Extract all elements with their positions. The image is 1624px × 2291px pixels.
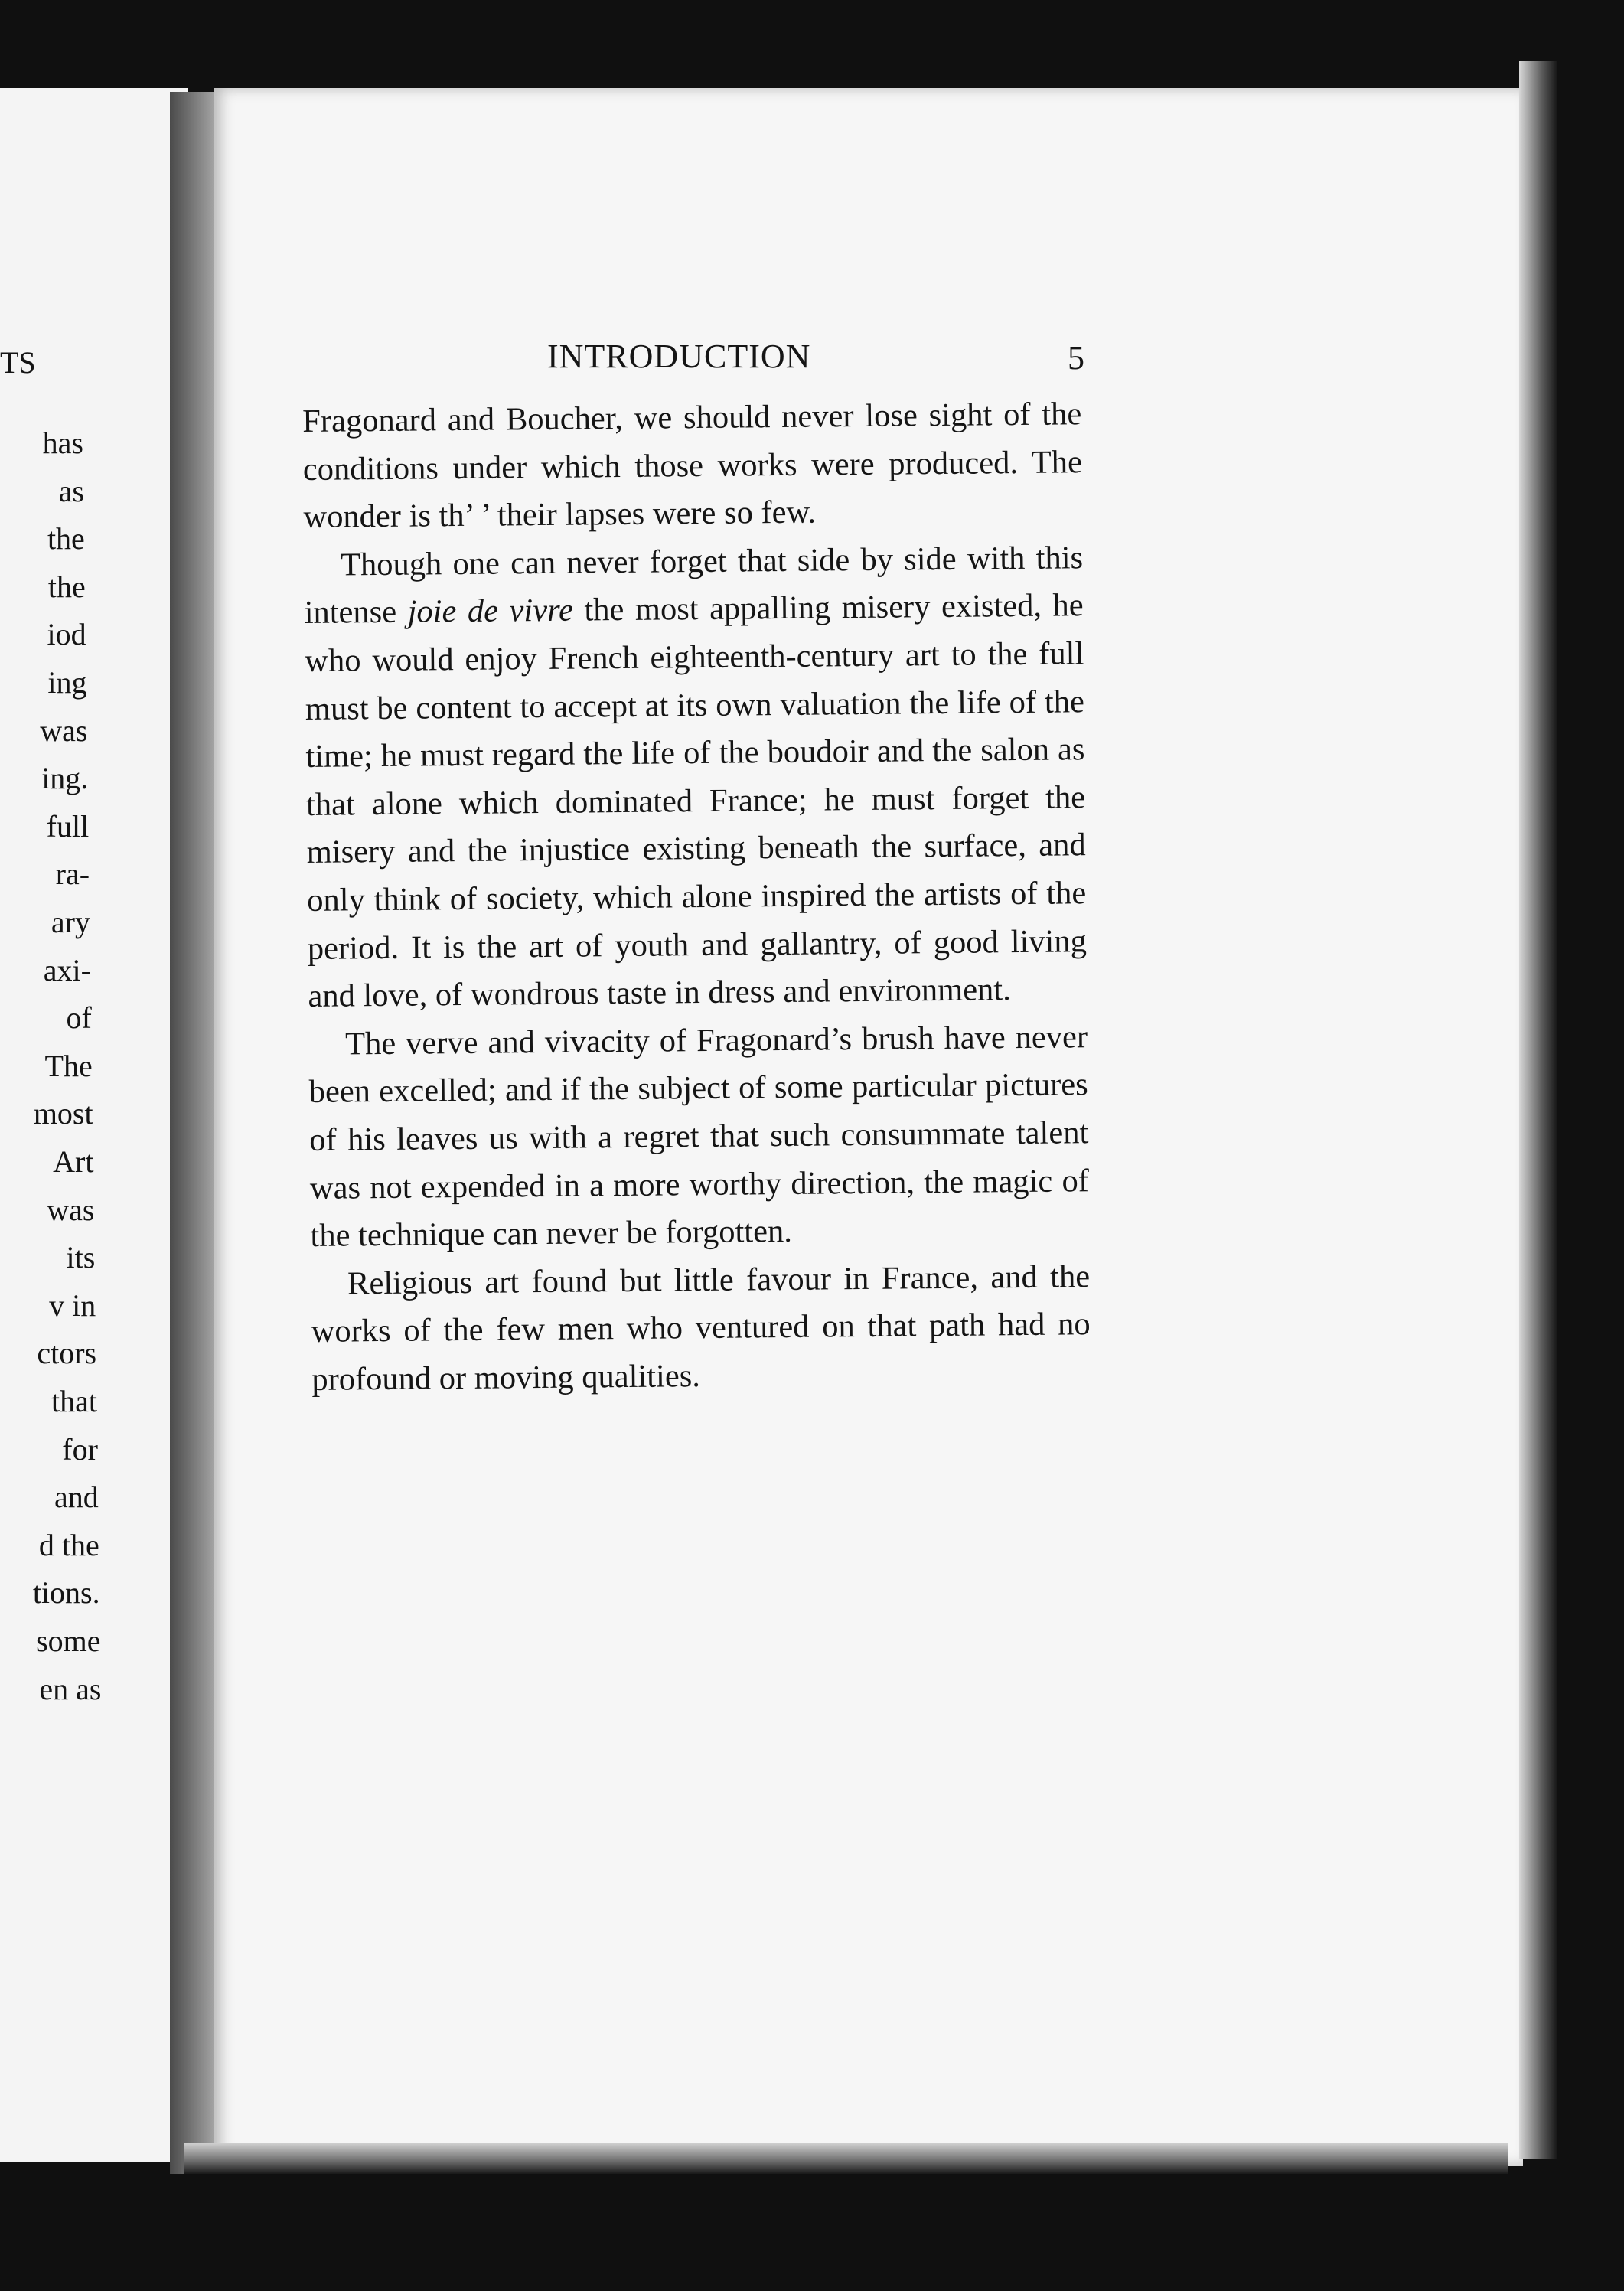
left-page-line-fragment: full	[46, 808, 90, 844]
page-header	[325, 337, 1091, 383]
left-page-line-fragment: for	[62, 1431, 98, 1467]
left-page-line-fragment: that	[51, 1384, 97, 1418]
left-page-line-fragment: iod	[47, 617, 86, 652]
left-page-line-fragment: tions.	[32, 1575, 100, 1611]
left-page-line-fragment: was	[40, 713, 88, 748]
left-page-line-fragment: en as	[39, 1671, 102, 1706]
left-page-line-fragment: v in	[49, 1287, 96, 1323]
left-page-line-fragment: ing	[47, 665, 87, 700]
body-text	[302, 390, 1091, 1404]
paragraph: The verve and vivacity of Fragonard’s brush have never been excelled; and if the subject of some particular pictures of his leaves us with a regret that such consummate talent was not expended in a more worthy direction, the magic of the technique can never be forgotten.	[308, 1018, 1090, 1255]
left-page-line-fragment: some	[36, 1624, 101, 1658]
page-edge-right	[1519, 61, 1557, 2159]
left-page-line-fragment: ctors	[37, 1336, 97, 1371]
left-page-line-fragment: d the	[38, 1527, 99, 1562]
left-page-line-fragment: was	[47, 1192, 95, 1227]
italic-phrase: joie de vivre	[407, 592, 574, 631]
page-edge-bottom	[184, 2143, 1508, 2174]
left-page-line-fragment: ra-	[55, 857, 90, 892]
page-number: 5	[1068, 339, 1084, 377]
left-page-line-fragment: ing.	[41, 761, 89, 796]
paragraph: Fragonard and Boucher, we should never lose sight of the conditions under which those works were produced. The wonder is th’ ’ their lapses were so few.	[302, 396, 1083, 536]
left-facing-page	[0, 88, 188, 2162]
paragraph: Though one can never forget that side by side with this intense joie de vivre the most appalling misery existed, he who would enjoy French eighteenth-century art to the full must be content to accept at its own valuation the life of the time; he must regard the life of the boudoir and the salon as that alone which dominated France; he must forget the misery and the injustice existing beneath the surface, and only think of society, which alone inspired the artists of the period. It is the art of youth and gallantry, of good living and love, of wondrous taste in dress and environment.	[304, 540, 1088, 1015]
paragraph: Religious art found but little favour in France, and the works of the few men who ventured on that path had no profound or moving qualities.	[311, 1258, 1091, 1398]
left-page-line-fragment: most	[33, 1096, 93, 1131]
left-page-line-fragment: The	[44, 1048, 93, 1083]
running-head: INTRODUCTION	[547, 338, 811, 375]
left-page-line-fragment: axi-	[43, 952, 91, 987]
left-page-line-fragment: the	[47, 569, 86, 604]
left-page-header-fragment: TS	[0, 345, 36, 380]
left-page-line-fragment: of	[66, 1000, 92, 1036]
left-page-line-fragment: its	[66, 1240, 96, 1275]
left-page-line-fragment: has	[42, 426, 83, 460]
left-page-line-fragment: and	[54, 1480, 99, 1515]
left-page-line-fragment: ary	[51, 905, 90, 939]
left-page-line-fragment: Art	[53, 1144, 94, 1179]
left-page-line-fragment: the	[47, 521, 85, 556]
left-page-line-fragment: as	[58, 473, 84, 508]
